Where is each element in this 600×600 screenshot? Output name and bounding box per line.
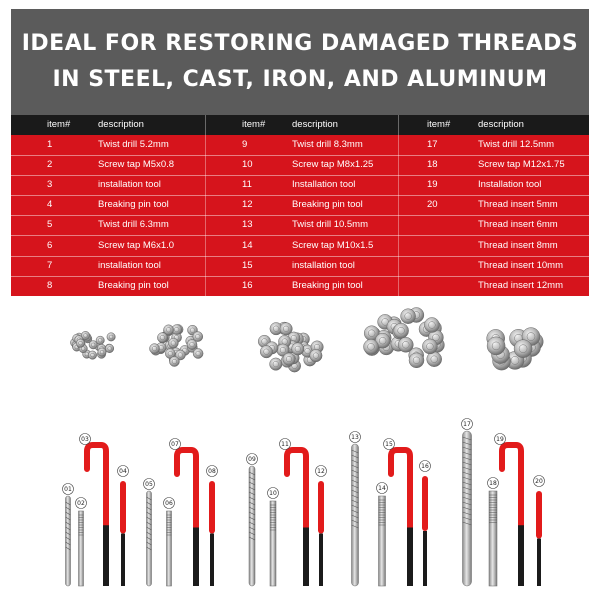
tool-number-label xyxy=(63,484,74,495)
item-number: 7 xyxy=(47,259,53,271)
thread-insert xyxy=(105,344,113,352)
item-description: Screw tap M6x1.0 xyxy=(98,239,175,251)
tool-number: 18 xyxy=(489,480,497,487)
installation-tool xyxy=(287,450,309,586)
tool-number: 20 xyxy=(535,478,543,485)
item-number: 18 xyxy=(427,159,438,171)
tools-photo xyxy=(11,296,589,591)
thread-insert xyxy=(157,333,167,343)
header-item: item# xyxy=(47,119,71,130)
installation-tool xyxy=(391,450,413,586)
thread-insert xyxy=(187,340,197,350)
tool-number-label xyxy=(164,498,175,509)
thread-insert xyxy=(364,339,379,354)
item-number: 6 xyxy=(47,239,53,251)
tool-number-label xyxy=(377,483,388,494)
thread-insert xyxy=(283,353,295,365)
screw-tap xyxy=(79,511,84,586)
item-description: Twist drill 6.3mm xyxy=(98,219,169,231)
tool-number: 06 xyxy=(165,500,173,507)
headline-line-2: IN STEEL, CAST, IRON, AND ALUMINUM xyxy=(52,67,548,92)
item-description: Twist drill 10.5mm xyxy=(292,219,369,231)
header-description: description xyxy=(292,119,338,130)
thread-insert-pile xyxy=(150,325,204,367)
item-number: 16 xyxy=(242,279,253,291)
item-description: Twist drill 8.3mm xyxy=(292,139,363,150)
twist-drill xyxy=(249,466,255,586)
thread-insert xyxy=(394,323,409,338)
tool-number: 08 xyxy=(208,468,216,475)
tool-number: 04 xyxy=(119,468,127,475)
item-description: installation tool xyxy=(98,259,161,271)
table-header xyxy=(11,115,589,135)
breaking-pin-tool xyxy=(422,476,428,586)
item-description: Screw tap M5x0.8 xyxy=(98,159,175,171)
item-number: 11 xyxy=(242,179,252,191)
item-number: 8 xyxy=(47,279,53,291)
parts-table xyxy=(11,115,589,296)
thread-insert xyxy=(270,358,282,370)
tool-number: 05 xyxy=(145,481,153,488)
item-description: Installation tool xyxy=(478,179,542,191)
screw-tap xyxy=(379,496,386,586)
thread-insert xyxy=(424,318,439,333)
tool-number-label xyxy=(268,488,279,499)
thread-insert xyxy=(292,343,304,355)
column-divider xyxy=(398,115,399,296)
header-description: description xyxy=(98,119,144,130)
tool-set xyxy=(63,419,545,587)
tool-number: 11 xyxy=(281,441,289,448)
installation-tool xyxy=(177,450,199,586)
headline-banner xyxy=(11,9,589,115)
item-number: 1 xyxy=(47,139,53,150)
tool-number: 12 xyxy=(317,468,325,475)
tool-number-label xyxy=(207,466,218,477)
thread-insert xyxy=(96,336,104,344)
tool-number-label xyxy=(420,461,431,472)
item-number: 2 xyxy=(47,159,53,171)
item-number: 15 xyxy=(242,259,253,271)
thread-insert xyxy=(260,346,272,358)
thread-insert-pile xyxy=(258,322,323,372)
item-description: Twist drill 5.2mm xyxy=(98,139,169,150)
twist-drill xyxy=(66,496,71,586)
thread-insert xyxy=(193,349,203,359)
tool-number-label xyxy=(384,439,395,450)
item-description: Twist drill 12.5mm xyxy=(478,139,555,150)
thread-insert xyxy=(98,348,106,356)
tool-number-label xyxy=(247,454,258,465)
twist-drill xyxy=(147,491,152,586)
item-description: Thread insert 12mm xyxy=(478,279,564,291)
tool-number-label xyxy=(80,434,91,445)
tool-number-label xyxy=(76,498,87,509)
item-description: Thread insert 6mm xyxy=(478,219,558,231)
item-description: Thread insert 8mm xyxy=(478,239,558,251)
twist-drill xyxy=(463,431,472,586)
item-number: 12 xyxy=(242,199,253,211)
item-number: 9 xyxy=(242,139,248,150)
tool-number: 07 xyxy=(171,441,179,448)
item-number: 14 xyxy=(242,239,253,251)
item-number: 4 xyxy=(47,199,53,211)
twist-drill xyxy=(352,444,359,586)
breaking-pin-tool xyxy=(209,481,215,586)
thread-insert xyxy=(169,357,179,367)
tool-number-label xyxy=(144,479,155,490)
thread-insert xyxy=(168,338,178,348)
tool-number-label xyxy=(488,478,499,489)
tool-number: 19 xyxy=(496,436,504,443)
item-number: 20 xyxy=(427,199,438,211)
tool-number-label xyxy=(462,419,473,430)
breaking-pin-tool xyxy=(318,481,324,586)
item-description: Screw tap M10x1.5 xyxy=(292,239,374,251)
item-number: 10 xyxy=(242,159,253,171)
item-description: Installation tool xyxy=(292,179,356,191)
tool-number-label xyxy=(495,434,506,445)
tool-number-label xyxy=(316,466,327,477)
tool-number: 03 xyxy=(81,436,89,443)
item-description: Breaking pin tool xyxy=(292,199,363,211)
installation-tool xyxy=(87,445,109,586)
tool-number: 01 xyxy=(64,486,72,493)
tool-number: 10 xyxy=(269,490,277,497)
item-description: Screw tap M12x1.75 xyxy=(478,159,565,171)
thread-insert-pile xyxy=(364,308,445,368)
tool-number: 16 xyxy=(421,463,429,470)
breaking-pin-tool xyxy=(120,481,126,586)
breaking-pin-tool xyxy=(536,491,542,586)
thread-insert xyxy=(88,351,96,359)
tool-number-label xyxy=(118,466,129,477)
thread-insert-pile xyxy=(487,328,544,371)
tool-number: 17 xyxy=(463,421,471,428)
tool-number-label xyxy=(170,439,181,450)
tool-number: 02 xyxy=(77,500,85,507)
item-number: 5 xyxy=(47,219,53,231)
tool-number: 09 xyxy=(248,456,256,463)
thread-insert xyxy=(409,353,424,368)
installation-tool xyxy=(502,445,524,586)
item-description: Screw tap M8x1.25 xyxy=(292,159,374,171)
tool-number-label xyxy=(280,439,291,450)
thread-insert xyxy=(398,337,413,352)
item-number: 13 xyxy=(242,219,253,231)
thread-insert xyxy=(107,333,115,341)
tools-illustration xyxy=(11,296,589,591)
thread-insert xyxy=(514,340,532,358)
thread-insert-pile xyxy=(70,331,115,359)
item-description: Breaking pin tool xyxy=(292,279,363,291)
product-image xyxy=(11,9,589,591)
column-divider xyxy=(205,115,206,296)
item-description: installation tool xyxy=(98,179,161,191)
thread-insert-piles xyxy=(70,308,543,373)
item-description: Thread insert 10mm xyxy=(478,259,564,271)
tool-number: 15 xyxy=(385,441,393,448)
item-description: installation tool xyxy=(292,259,355,271)
item-number: 19 xyxy=(427,179,438,191)
thread-insert xyxy=(150,344,160,354)
thread-insert xyxy=(422,339,437,354)
header-item: item# xyxy=(427,119,451,130)
thread-insert xyxy=(487,337,505,355)
header-item: item# xyxy=(242,119,266,130)
headline-line-1: IDEAL FOR RESTORING DAMAGED THREADS xyxy=(21,31,579,56)
thread-insert xyxy=(310,349,322,361)
tool-number-label xyxy=(350,432,361,443)
item-number: 3 xyxy=(47,179,53,191)
screw-tap xyxy=(489,491,497,586)
tool-number: 13 xyxy=(351,434,359,441)
item-description: Thread insert 5mm xyxy=(478,199,558,211)
header-description: description xyxy=(478,119,524,130)
tool-number-label xyxy=(534,476,545,487)
item-description: Breaking pin tool xyxy=(98,199,169,211)
thread-insert xyxy=(401,309,416,324)
screw-tap xyxy=(270,501,276,586)
tool-number: 14 xyxy=(378,485,386,492)
item-number: 17 xyxy=(427,139,438,150)
thread-insert xyxy=(76,339,84,347)
screw-tap xyxy=(167,511,172,586)
item-description: Breaking pin tool xyxy=(98,279,169,291)
thread-insert xyxy=(280,323,292,335)
